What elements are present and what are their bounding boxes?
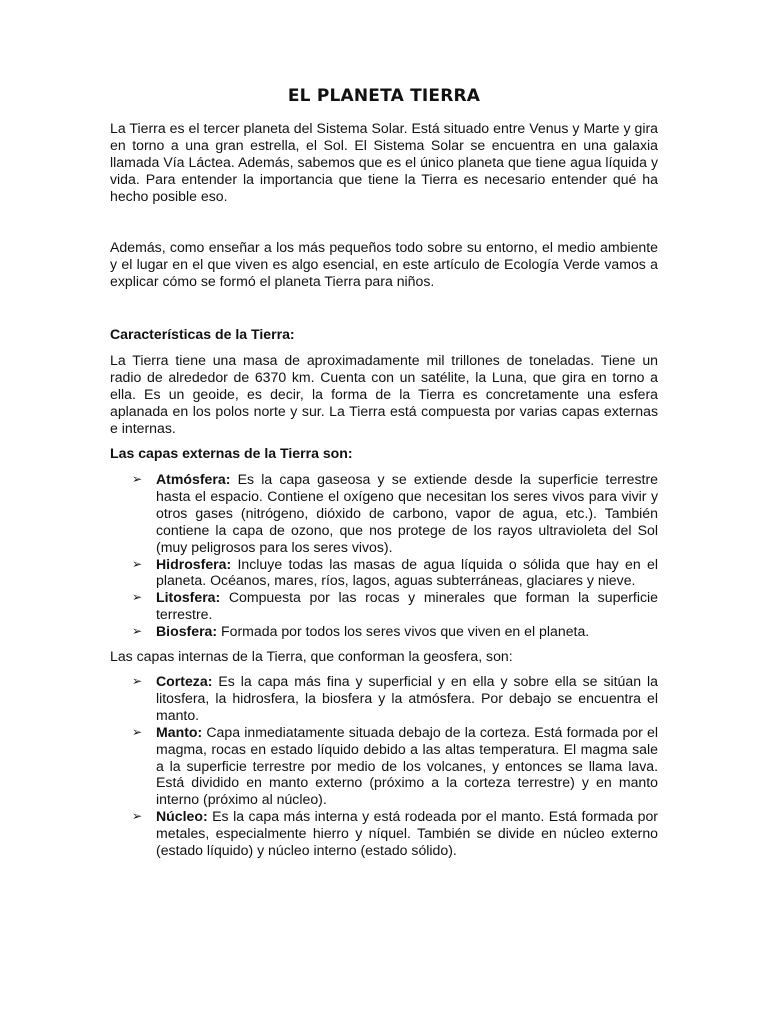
term-atmosfera: Atmósfera: bbox=[156, 471, 231, 487]
term-manto: Manto: bbox=[156, 723, 203, 740]
list-item bbox=[110, 673, 658, 724]
definition: Es la capa gaseosa y se extiende desde la superficie terrestre hasta el espacio. Contiene el oxígeno que necesitan los seres vivos para vivir y otros gases (nitrógeno, dióxido de carbono, vapor de agua, etc.). También contiene la capa de ozono, que nos protege de los rayos ultravioleta del Sol (muy peligrosos para los seres vivos). bbox=[156, 471, 658, 555]
term-corteza: Corteza: bbox=[156, 673, 213, 689]
definition: Incluye todas las masas de agua líquida o sólida que hay en el planeta. Océanos, mares, ríos, lagos, aguas subterráneas, glaciares y nieve. bbox=[156, 555, 658, 589]
term-biosfera: Biosfera: bbox=[156, 623, 218, 640]
arrow-bullet-icon: ➢ bbox=[132, 809, 143, 824]
list-item bbox=[110, 724, 658, 809]
page-title: EL PLANETA TIERRA bbox=[287, 86, 481, 106]
characteristics-heading: Características de la Tierra: bbox=[110, 326, 295, 342]
arrow-bullet-icon: ➢ bbox=[132, 472, 143, 486]
definition: Compuesta por las rocas y minerales que forman la superficie terrestre. bbox=[156, 589, 658, 623]
arrow-bullet-icon: ➢ bbox=[132, 556, 143, 571]
list-item bbox=[110, 471, 658, 556]
external-layers-heading: Las capas externas de la Tierra son: bbox=[110, 445, 353, 461]
arrow-bullet-icon: ➢ bbox=[132, 724, 143, 739]
list-item bbox=[110, 589, 658, 623]
term-nucleo: Núcleo: bbox=[156, 808, 208, 825]
definition: Es la capa más interna y está rodeada por el manto. Está formada por metales, especialmente hierro y níquel. También se divide en núcleo externo (estado líquido) y núcleo interno (estado sólido). bbox=[156, 808, 658, 859]
definition: Capa inmediatamente situada debajo de la corteza. Está formada por el magma, rocas en estado líquido debido a las altas temperatura. El magma sale a la superficie terrestre por medio de los volcanes, y entonces se llama lava. Está dividido en manto externo (próximo a la corteza terrestre) y en manto interno (próximo al núcleo). bbox=[156, 723, 658, 808]
internal-layers-list bbox=[110, 673, 658, 859]
term-hidrosfera: Hidrosfera: bbox=[156, 555, 232, 572]
list-item bbox=[110, 623, 658, 640]
characteristics-paragraph: La Tierra tiene una masa de aproximadamente mil trillones de toneladas. Tiene un radio de alrededor de 6370 km. Cuenta con un satélite, la Luna, que gira en torno a ella. Es un geoide, es decir, la forma de la Tierra es concretamente una esfera aplanada en los polos norte y sur. La Tierra está compuesta por varias capas externas e internas. bbox=[110, 352, 658, 436]
definition: Formada por todos los seres vivos que viven en el planeta. bbox=[217, 623, 590, 640]
list-item bbox=[110, 808, 658, 859]
definition: Es la capa más fina y superficial y en ella y sobre ella se sitúan la litosfera, la hidrosfera, la biosfera y la atmósfera. Por debajo se encuentra el manto. bbox=[156, 673, 658, 723]
arrow-bullet-icon: ➢ bbox=[132, 674, 143, 688]
intro-paragraph-1: La Tierra es el tercer planeta del Sistema Solar. Está situado entre Venus y Marte y gira en torno a una gran estrella, el Sol. El Sistema Solar se encuentra en una galaxia llamada Vía Láctea. Además, sabemos que es el único planeta que tiene agua líquida y vida. Para entender la importancia que tiene la Tierra es necesario entender qué ha hecho posible eso. bbox=[110, 120, 658, 204]
internal-layers-heading: Las capas internas de la Tierra, que conforman la geosfera, son: bbox=[110, 648, 513, 664]
arrow-bullet-icon: ➢ bbox=[132, 624, 143, 639]
arrow-bullet-icon: ➢ bbox=[132, 590, 143, 605]
term-litosfera: Litosfera: bbox=[156, 589, 221, 606]
intro-paragraph-2: Además, como enseñar a los más pequeños todo sobre su entorno, el medio ambiente y el lugar en el que viven es algo esencial, en este artículo de Ecología Verde vamos a explicar cómo se formó el planeta Tierra para niños. bbox=[110, 239, 658, 289]
list-item bbox=[110, 556, 658, 590]
external-layers-list bbox=[110, 471, 658, 640]
